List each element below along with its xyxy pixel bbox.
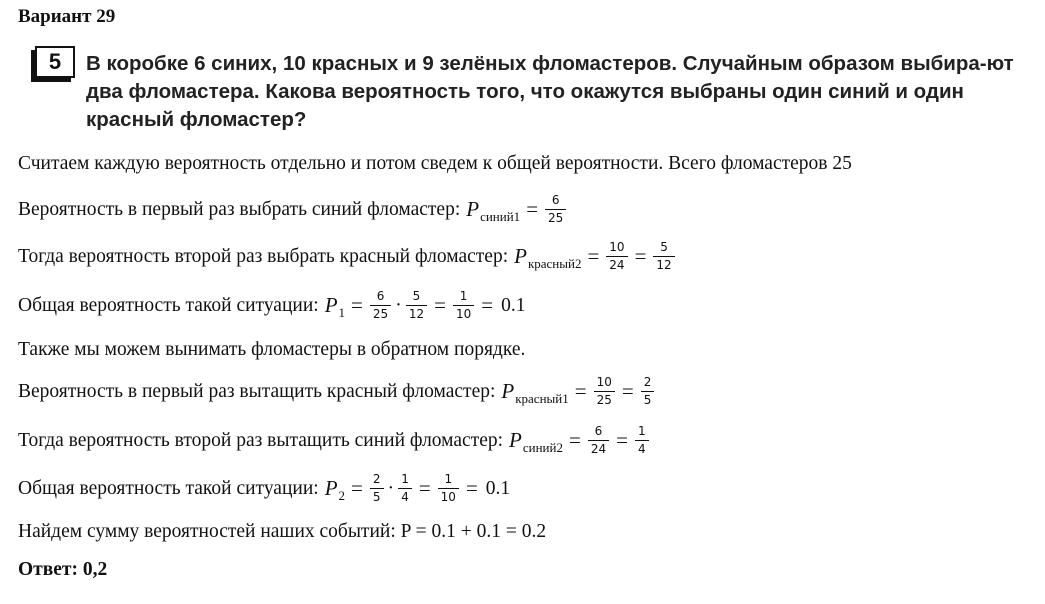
step-text: Вероятность в первый раз вытащить красный фломастер: bbox=[18, 380, 496, 402]
solution-intro: Считаем каждую вероятность отдельно и потом сведем к общей вероятности. Всего фломастеров 25 bbox=[18, 153, 852, 174]
reverse-order-note: Также мы можем вынимать фломастеры в обратном порядке. bbox=[18, 339, 526, 360]
step-text: Тогда вероятность второй раз вытащить синий фломастер: bbox=[18, 429, 504, 451]
fraction: $\frac{2}{5}$ bbox=[370, 472, 384, 505]
equals-sign: = bbox=[587, 244, 600, 268]
probability-var: P bbox=[324, 476, 338, 500]
result-value: 0.1 bbox=[485, 477, 511, 499]
task-statement: В коробке 6 синих, 10 красных и 9 зелёных фломастеров. Случайным образом выбира-ют два фломастера. Какова вероятность того, что окажутся выбраны один синий и один красный фломастер? bbox=[86, 52, 1014, 131]
fraction: $\frac{1}{4}$ bbox=[398, 472, 412, 505]
sum-of-probabilities: Найдем сумму вероятностей наших событий: P = 0.1 + 0.1 = 0.2 bbox=[18, 521, 547, 542]
fraction: $\frac{10}{24}$ bbox=[606, 240, 627, 273]
multiply-dot: · bbox=[387, 477, 395, 499]
fraction: $\frac{5}{12}$ bbox=[406, 289, 427, 322]
equals-sign: = bbox=[634, 244, 647, 268]
step-total-1 bbox=[18, 289, 525, 322]
fraction: $\frac{6}{25}$ bbox=[545, 193, 566, 226]
equals-sign: = bbox=[418, 476, 431, 500]
equals-sign: = bbox=[481, 293, 494, 317]
multiply-dot: · bbox=[395, 294, 402, 316]
step-text: Тогда вероятность второй раз выбрать красный фломастер: bbox=[18, 245, 509, 267]
equals-sign: = bbox=[434, 293, 446, 317]
step-blue-second bbox=[18, 424, 650, 457]
step-text: Общая вероятность такой ситуации: bbox=[18, 294, 319, 316]
equals-sign: = bbox=[568, 428, 581, 452]
variant-title: Вариант 29 bbox=[18, 6, 116, 27]
equals-sign: = bbox=[351, 476, 363, 500]
fraction: $\frac{1}{10}$ bbox=[453, 289, 474, 322]
step-red-first bbox=[18, 375, 655, 408]
probability-var: P bbox=[514, 244, 527, 268]
probability-var: P bbox=[501, 379, 515, 403]
probability-var: P bbox=[466, 197, 480, 221]
step-text: Вероятность в первый раз выбрать синий фломастер: bbox=[18, 198, 461, 220]
step-total-2 bbox=[18, 472, 510, 505]
fraction: $\frac{6}{25}$ bbox=[370, 289, 391, 322]
equals-sign: = bbox=[621, 379, 634, 403]
probability-sub: 2 bbox=[338, 487, 346, 503]
equals-sign: = bbox=[351, 293, 363, 317]
fraction: $\frac{2}{5}$ bbox=[641, 375, 655, 408]
probability-sub: синий2 bbox=[522, 439, 563, 455]
probability-var: P bbox=[324, 293, 338, 317]
probability-sub: синий1 bbox=[480, 208, 521, 224]
fraction: $\frac{1}{10}$ bbox=[438, 472, 459, 505]
step-red-second bbox=[18, 240, 676, 273]
step-blue-first bbox=[18, 193, 567, 226]
fraction: $\frac{5}{12}$ bbox=[653, 240, 674, 273]
fraction: $\frac{6}{24}$ bbox=[588, 424, 609, 457]
equals-sign: = bbox=[616, 428, 628, 452]
probability-sub: 1 bbox=[338, 304, 346, 320]
step-text: Общая вероятность такой ситуации: bbox=[18, 477, 319, 499]
result-value: 0.1 bbox=[501, 294, 526, 316]
probability-sub: красный2 bbox=[527, 255, 582, 271]
equals-sign: = bbox=[465, 476, 478, 500]
equals-sign: = bbox=[574, 379, 587, 403]
task-number-badge: 5 bbox=[35, 46, 75, 78]
equals-sign: = bbox=[526, 197, 539, 221]
final-answer: Ответ: 0,2 bbox=[18, 559, 108, 580]
fraction: $\frac{1}{4}$ bbox=[635, 424, 649, 457]
probability-sub: красный1 bbox=[515, 390, 569, 406]
fraction: $\frac{10}{25}$ bbox=[594, 375, 615, 408]
probability-var: P bbox=[509, 428, 522, 452]
